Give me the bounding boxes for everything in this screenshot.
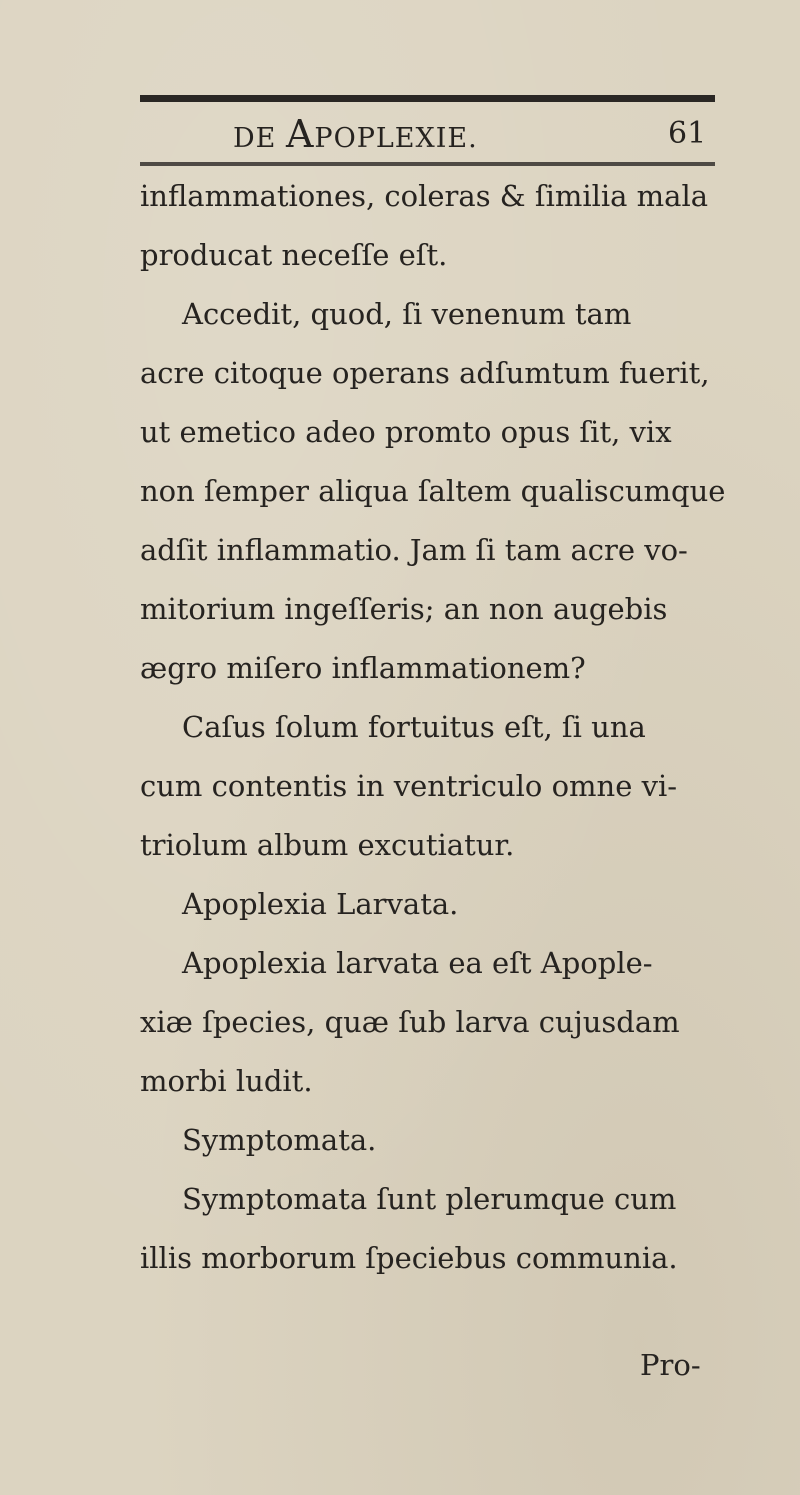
text-line: adſit inflammatio. Jam ſi tam acre vo- xyxy=(140,533,688,567)
text-line: Symptomata ſunt plerumque cum xyxy=(182,1182,677,1216)
section-heading: Apoplexia Larvata. xyxy=(182,887,459,921)
text-line: Accedit, quod, ſi venenum tam xyxy=(182,297,632,331)
section-heading: Symptomata. xyxy=(182,1123,377,1157)
text-line: ægro miſero inflammationem? xyxy=(140,651,586,685)
title-rest: POPLEXIE. xyxy=(314,123,478,154)
text-line: morbi ludit. xyxy=(140,1064,313,1098)
text-line: non ſemper aliqua ſaltem qualiscumque xyxy=(140,474,726,508)
header-rule-bottom xyxy=(140,162,715,166)
text-line: inflammationes, coleras & ſimilia mala xyxy=(140,179,709,213)
page-number: 61 xyxy=(668,116,707,151)
text-line: xiæ ſpecies, quæ ſub larva cujusdam xyxy=(140,1005,680,1039)
text-line: cum contentis in ventriculo omne vi- xyxy=(140,769,678,803)
header-rule-top xyxy=(140,95,715,102)
catchword: Pro- xyxy=(640,1348,701,1382)
text-line: triolum album excutiatur. xyxy=(140,828,515,862)
text-line: acre citoque operans adſumtum fuerit, xyxy=(140,356,710,390)
text-line: Caſus ſolum fortuitus eſt, ſi una xyxy=(182,710,646,744)
text-line: mitorium ingeſſeris; an non augebis xyxy=(140,592,668,626)
text-line: producat neceſſe eſt. xyxy=(140,238,448,272)
title-initial: A xyxy=(285,112,315,156)
text-line: illis morborum ſpeciebus communia. xyxy=(140,1241,678,1275)
text-line: ut emetico adeo promto opus ſit, vix xyxy=(140,415,672,449)
title-prefix: DE xyxy=(233,123,286,154)
text-line: Apoplexia larvata ea eſt Apople- xyxy=(182,946,653,980)
running-title xyxy=(233,112,478,161)
